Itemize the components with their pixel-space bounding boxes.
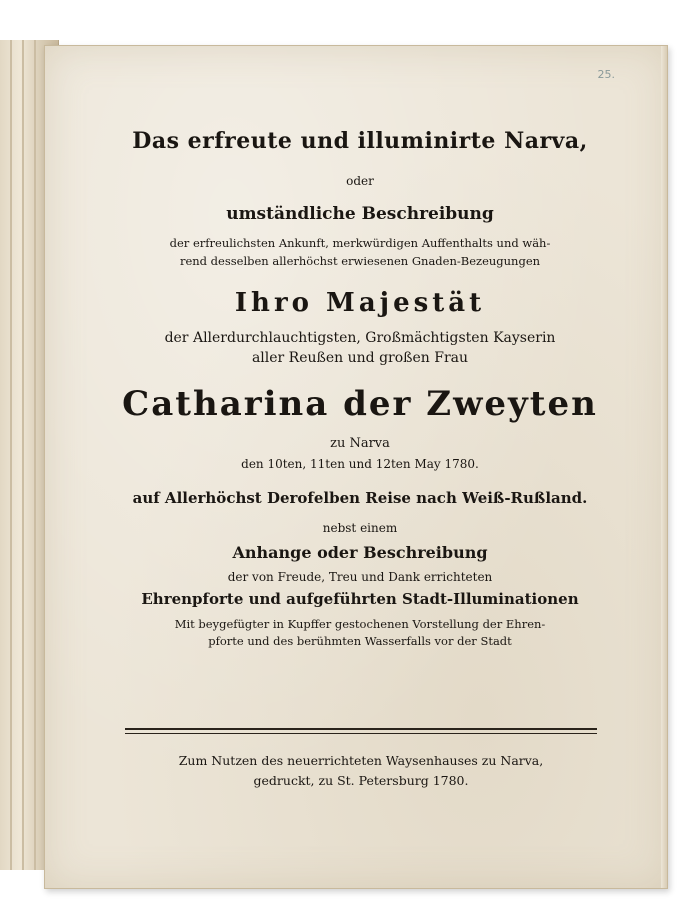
title-block <box>105 128 615 650</box>
nebst-line: nebst einem <box>322 521 398 535</box>
description <box>105 234 615 270</box>
page-edge <box>34 40 36 870</box>
title-page <box>44 45 668 889</box>
appendix-heading: Anhange oder Beschreibung <box>232 543 488 562</box>
imprint-line: Zum Nutzen des neuerrichteten Waysenhauses zu Narva, <box>178 753 544 768</box>
empress-line: der Allerdurchlauchtigsten, Großmächtigsten Kayserin <box>164 330 556 346</box>
divider-rule-thin <box>125 733 597 734</box>
arch-heading: Ehrenpforte und aufgeführten Stadt-Illuminationen <box>141 590 579 608</box>
page-right-edge <box>661 46 667 888</box>
journey-line: auf Allerhöchst Derofelben Reise nach Weiß-Rußland. <box>132 489 588 507</box>
engraving-note <box>105 616 615 650</box>
empress-line: aller Reußen und großen Frau <box>251 350 469 366</box>
majesty-heading: Ihro Majestät <box>234 288 486 318</box>
description-line: der erfreulichsten Ankunft, merkwürdigen Auffenthalts und wäh- <box>169 236 551 250</box>
sub-title: umständliche Beschreibung <box>226 204 494 224</box>
divider-rule <box>125 728 597 730</box>
imprint <box>115 751 607 791</box>
appendix-subline: der von Freude, Treu und Dank errichteten <box>227 570 493 584</box>
engraving-line: Mit beygefügter in Kupffer gestochenen Vorstellung der Ehren- <box>174 617 546 631</box>
empress-titles <box>105 328 615 368</box>
imprint-line: gedruckt, zu St. Petersburg 1780. <box>253 773 469 788</box>
conjunction-oder: oder <box>346 174 374 188</box>
main-title: Das erfreute und illuminirte Narva, <box>132 128 588 154</box>
engraving-line: pforte und des berühmten Wasserfalls vor der Stadt <box>208 634 512 648</box>
page-edge <box>10 40 12 870</box>
description-line: rend desselben allerhöchst erwiesenen Gnaden-Bezeugungen <box>179 254 541 268</box>
page-number: 25. <box>597 68 615 81</box>
date-line: den 10ten, 11ten und 12ten May 1780. <box>241 457 479 471</box>
page-edge <box>22 40 24 870</box>
place: zu Narva <box>330 436 390 451</box>
empress-name: Catharina der Zweyten <box>122 384 598 424</box>
